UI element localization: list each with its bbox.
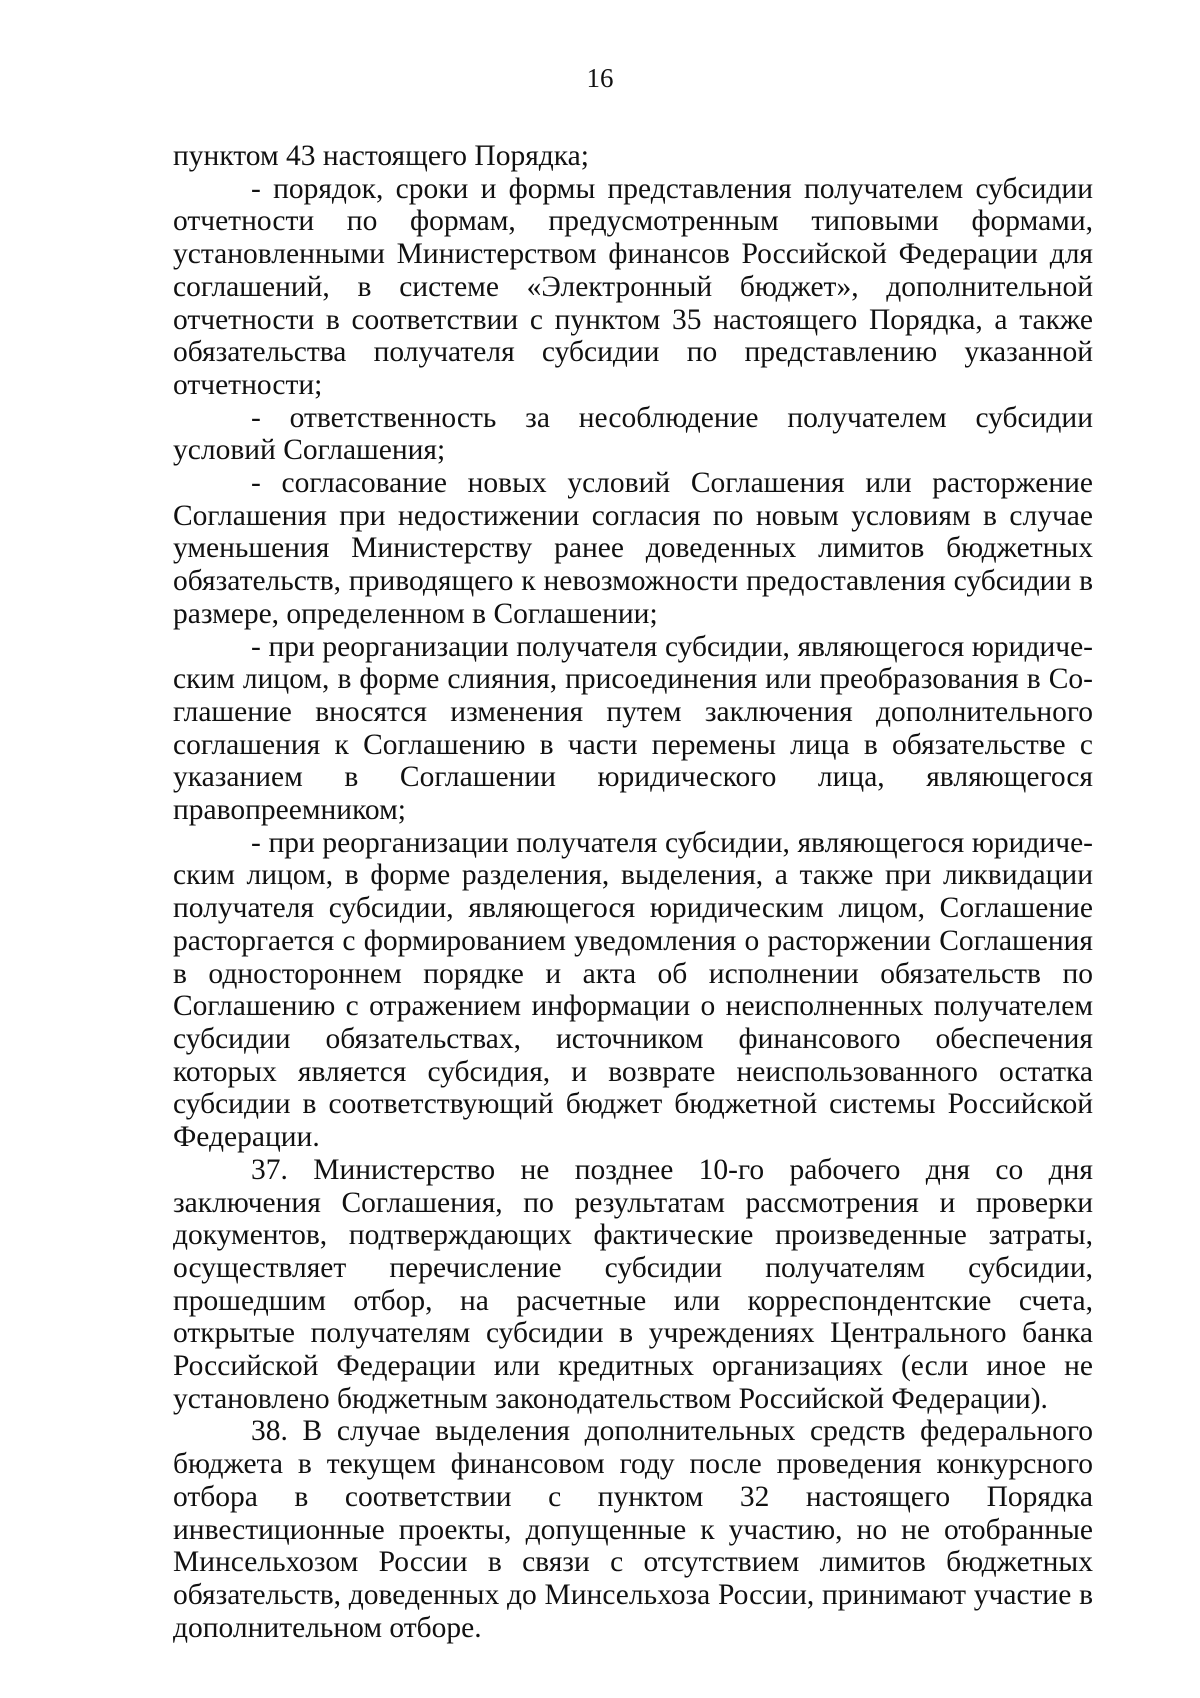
- paragraph-reorganization-merger: - при реорганизации получателя субсидии, являющегося юридическим лицом, в форме слияния, присоединения или преобразования в Соглашение вносятся изменения путем заключения дополнительного соглашения к Соглашению в части перемены лица в обязательстве с указанием в Соглашении юридического лица, являющегося правопреемником;: [173, 630, 1093, 827]
- paragraph-clause-38: 38. В случае выделения дополнительных средств федерального бюджета в текущем финансовом году после проведения конкурсного отбора в соответствии с пунктом 32 настоящего Порядка инвестиционные проекты, допущенные к участию, но не отобранные Минсельхозом России в связи с отсутствием лимитов бюджетных обязательств, доведенных до Минсельхоза России, принимают участие в дополнительном отборе.: [173, 1415, 1093, 1644]
- paragraph-new-conditions: - согласование новых условий Соглашения или расторжение Соглашения при недостижении согласия по новым условиям в случае уменьшения Министерству ранее доведенных лимитов бюджетных обязательств, приводящего к невозможности предоставления субсидии в размере, определенном в Соглашении;: [173, 467, 1093, 630]
- document-body: [173, 140, 1093, 1644]
- paragraph-continuation: пунктом 43 настоящего Порядка;: [173, 140, 589, 172]
- page-number: 16: [586, 63, 614, 93]
- paragraph-reorganization-division: - при реорганизации получателя субсидии, являющегося юридическим лицом, в форме разделения, выделения, а также при ликвидации получателя субсидии, являющегося юридическим лицом, Соглашение расторгается с формированием уведомления о расторжении Соглашения в одностороннем порядке и акта об исполнении обязательств по Соглашению с отражением информации о неисполненных получателем субсидии обязательствах, источником финансового обеспечения которых является субсидия, и возврате неиспользованного остатка субсидии в соответствующий бюджет бюджетной системы Российской Федерации.: [173, 826, 1093, 1154]
- paragraph-reporting-procedure: - порядок, сроки и формы представления получателем субсидии отчетности по формам, предусмотренным типовыми формами, установленными Министерством финансов Российской Федерации для соглашений, в системе «Электронный бюджет», дополнительной отчетности в соответствии с пунктом 35 настоящего Порядка, а также обязательства получателя субсидии по представлению указанной отчетности;: [173, 172, 1093, 401]
- paragraph-responsibility: - ответственность за несоблюдение получателем субсидии условий Соглашения;: [173, 401, 1093, 467]
- paragraph-clause-37: 37. Министерство не позднее 10-го рабочего дня со дня заключения Соглашения, по результатам рассмотрения и проверки документов, подтверждающих фактические произведенные затраты, осуществляет перечисление субсидии получателям субсидии, прошедшим отбор, на расчетные или корреспондентские счета, открытые получателям субсидии в учреждениях Центрального банка Российской Федерации или кредитных организациях (если иное не установлено бюджетным законодательством Российской Федерации).: [173, 1153, 1093, 1415]
